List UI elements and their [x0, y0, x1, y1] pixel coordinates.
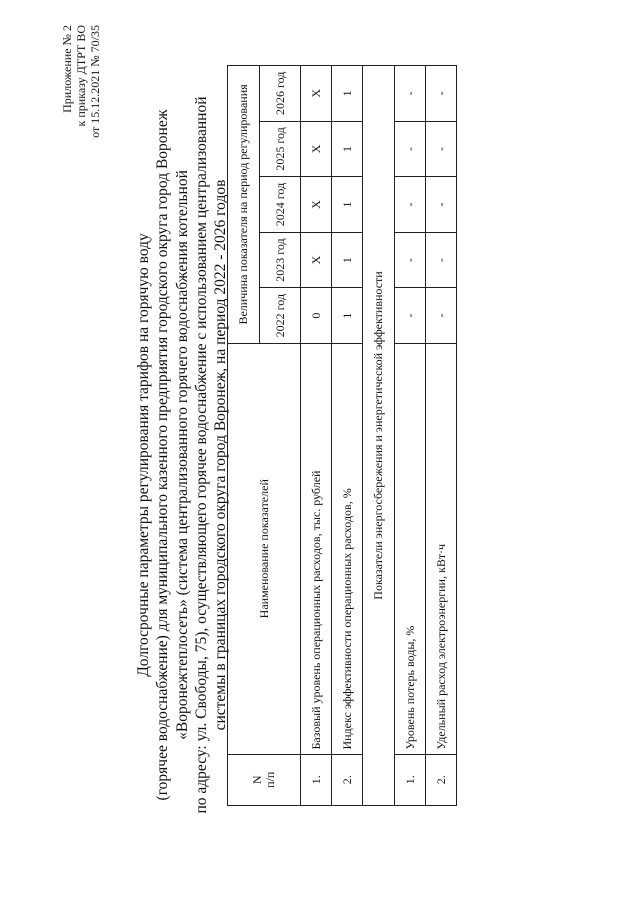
header-number-pp: п/п: [263, 771, 277, 788]
header-year: 2023 год: [260, 232, 301, 288]
table-header-row: [228, 66, 260, 806]
section-header-row: [363, 66, 395, 806]
heading-line-1: Долгосрочные параметры регулирования тарифов на горячую воду: [135, 233, 152, 677]
row-value: 1: [332, 121, 363, 177]
row-value: -: [426, 288, 457, 344]
document-heading: [134, 95, 230, 815]
row-value: -: [426, 121, 457, 177]
header-number-n: N: [250, 775, 264, 785]
header-indicator-name: Наименование показателей: [228, 343, 301, 754]
appendix-line-1: Приложение № 2: [60, 25, 74, 113]
heading-line-3: «Воронежтеплосеть» (система централизованного горячего водоснабжения котельной: [173, 170, 191, 740]
row-value: -: [426, 66, 457, 122]
table-row: [426, 66, 457, 806]
header-year: 2026 год: [260, 66, 301, 122]
row-value: 0: [301, 288, 332, 344]
row-number: 2.: [332, 754, 363, 805]
heading-line-4: по адресу: ул. Свободы, 75), осуществляющего горячее водоснабжение с использованием централизованной: [192, 96, 210, 814]
header-year: 2024 год: [260, 177, 301, 233]
row-value: X: [301, 66, 332, 122]
header-number: [228, 754, 301, 805]
header-year: 2022 год: [260, 288, 301, 344]
row-name: Индекс эффективности операционных расходов, %: [332, 343, 363, 754]
row-value: 1: [332, 177, 363, 233]
table-row: [332, 66, 363, 806]
row-value: X: [301, 232, 332, 288]
row-number: 1.: [301, 754, 332, 805]
row-name: Уровень потерь воды, %: [395, 343, 426, 754]
row-name: Удельный расход электроэнергии, кВт·ч: [426, 343, 457, 754]
row-value: 1: [332, 232, 363, 288]
row-value: -: [395, 121, 426, 177]
row-number: 1.: [395, 754, 426, 805]
row-value: X: [301, 121, 332, 177]
table-row: [395, 66, 426, 806]
header-year: 2025 год: [260, 121, 301, 177]
header-value-group: Величина показателя на период регулирования: [228, 66, 260, 344]
row-name: Базовый уровень операционных расходов, тыс. рублей: [301, 343, 332, 754]
parameters-table: [227, 65, 457, 806]
heading-line-5: системы в границах городского округа город Воронеж, на период 2022 - 2026 годов: [212, 179, 230, 731]
heading-line-2: (горячее водоснабжение) для муниципального казенного предприятия городского округа город Воронеж: [154, 109, 172, 801]
table-row: [301, 66, 332, 806]
appendix-line-2: к приказу ДТРТ ВО: [74, 25, 88, 127]
row-value: -: [395, 288, 426, 344]
row-value: -: [426, 177, 457, 233]
section-title: Показатели энергосбережения и энергетической эффективности: [363, 66, 395, 806]
row-value: X: [301, 177, 332, 233]
appendix-line-3: от 15.12.2021 № 70/35: [88, 25, 102, 138]
row-value: 1: [332, 66, 363, 122]
row-value: -: [395, 177, 426, 233]
row-value: 1: [332, 288, 363, 344]
row-value: -: [395, 232, 426, 288]
row-number: 2.: [426, 754, 457, 805]
row-value: -: [426, 232, 457, 288]
appendix-reference: [60, 25, 102, 138]
row-value: -: [395, 66, 426, 122]
